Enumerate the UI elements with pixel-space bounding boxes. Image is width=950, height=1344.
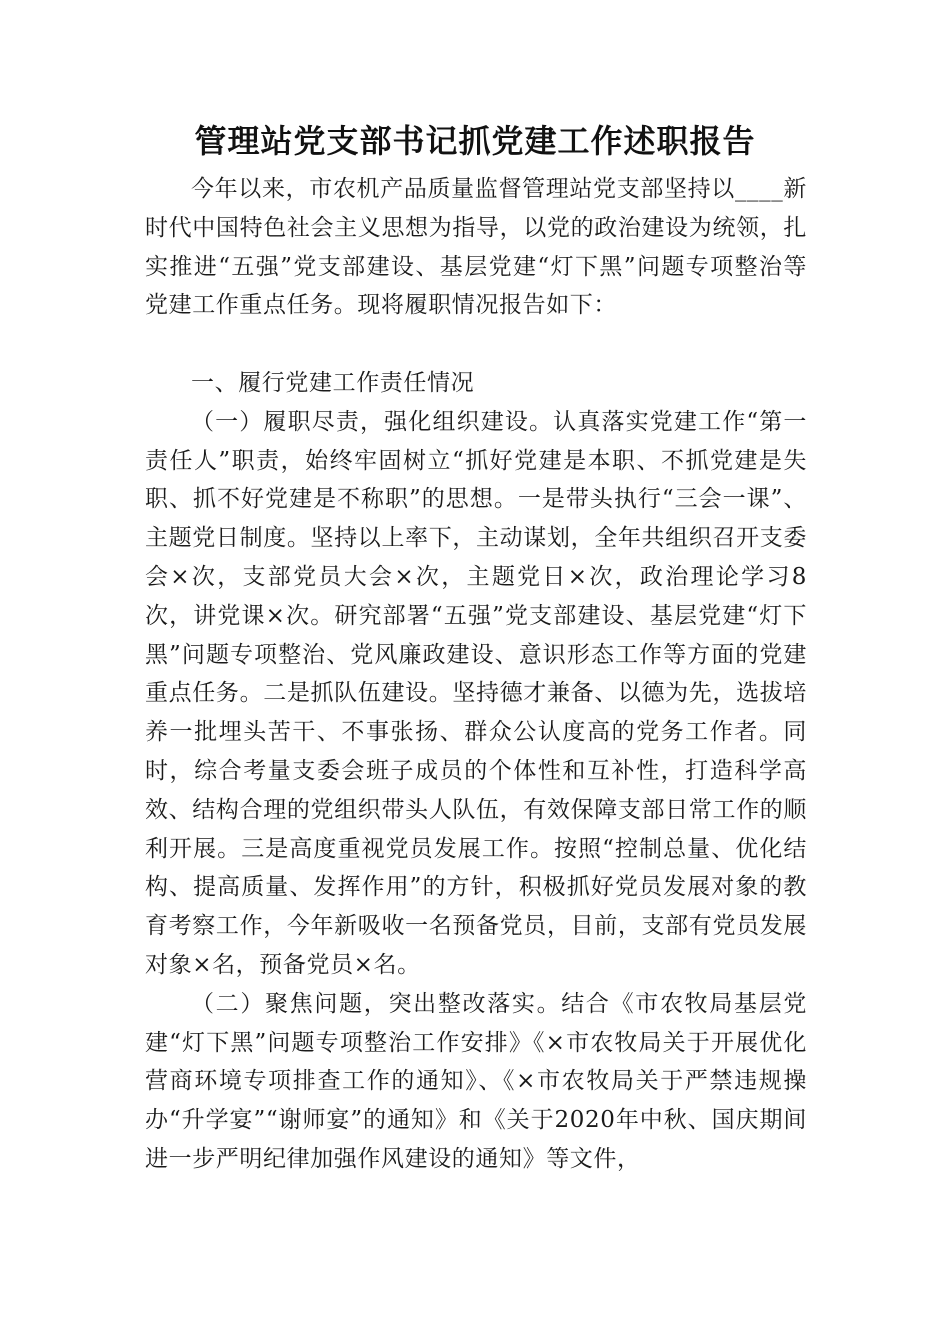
document-title: 管理站党支部书记抓党建工作述职报告	[194, 122, 756, 160]
body-paragraph: （二）聚焦问题，突出整改落实。结合《市农牧局基层党建“灯下黑”问题专项整治工作安排》《×市农牧局关于开展优化营商环境专项排查工作的通知》、《×市农牧局关于严禁违规操办“升学宴”“谢师宴”的通知》和《关于2020年中秋、国庆期间进一步严明纪律加强作风建设的通知》等文件，	[145, 990, 807, 1172]
intro-paragraph: 今年以来，市农机产品质量监督管理站党支部坚持以____新时代中国特色社会主义思想为指导，以党的政治建设为统领，扎实推进“五强”党支部建设、基层党建“灯下黑”问题专项整治等党建工作重点任务。现将履职情况报告如下：	[145, 176, 807, 319]
document-body	[145, 170, 807, 1179]
body-paragraph: （一）履职尽责，强化组织建设。认真落实党建工作“第一责任人”职责，始终牢固树立“抓好党建是本职、不抓党建是失职、抓不好党建是不称职”的思想。一是带头执行“三会一课”、主题党日制度。坚持以上率下，主动谋划，全年共组织召开支委会×次，支部党员大会×次，主题党日×次，政治理论学习8次，讲党课×次。研究部署“五强”党支部建设、基层党建“灯下黑”问题专项整治、党风廉政建设、意识形态工作等方面的党建重点任务。二是抓队伍建设。坚持德才兼备、以德为先，选拔培养一批埋头苦干、不事张扬、群众公认度高的党务工作者。同时，综合考量支委会班子成员的个体性和互补性，打造科学高效、结构合理的党组织带头人队伍，有效保障支部日常工作的顺利开展。三是高度重视党员发展工作。按照“控制总量、优化结构、提高质量、发挥作用”的方针，积极抓好党员发展对象的教育考察工作，今年新吸收一名预备党员，目前，支部有党员发展对象×名，预备党员×名。	[145, 408, 807, 978]
section-heading: 一、履行党建工作责任情况	[191, 369, 475, 396]
